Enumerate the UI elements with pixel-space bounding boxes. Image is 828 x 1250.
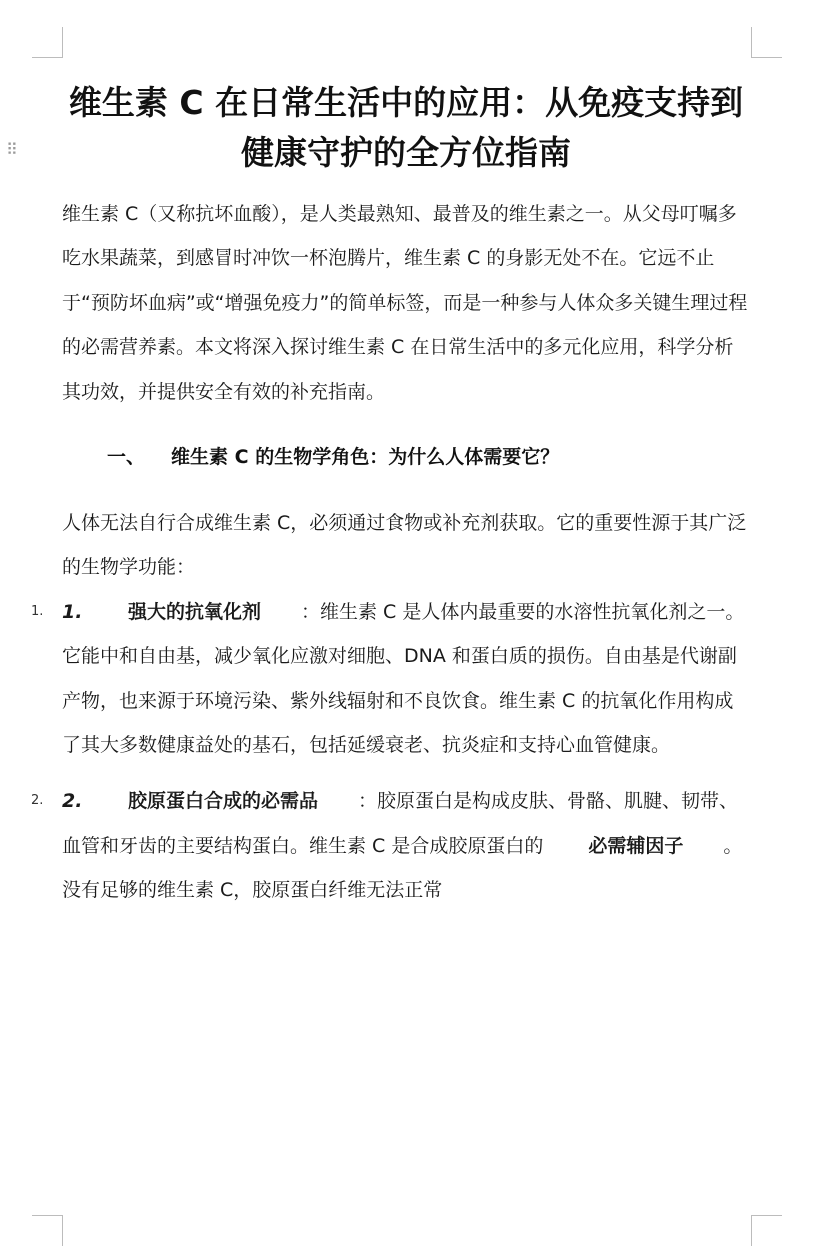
list-item-body-continued: 。没有足够的维生素 C，胶原蛋白纤维无法正常	[62, 834, 743, 902]
list-item-body: ：维生素 C 是人体内最重要的水溶性抗氧化剂之一。它能中和自由基，减少氧化应激对细胞、DNA 和蛋白质的损伤。自由基是代谢副产物，也来源于环境污染、紫外线辐射和不良饮食。维生素 C 的抗氧化作用构成了其大多数健康益处的基石，包括延缓衰老、抗炎症和支持心血管健康。	[62, 600, 745, 757]
list-marker: 2.	[31, 793, 44, 809]
section-number: 一、	[107, 446, 146, 469]
document-title: 维生素 C 在日常生活中的应用：从免疫支持到健康守护的全方位指南	[68, 83, 744, 172]
list-item-emphasis: 必需辅因子	[588, 834, 684, 857]
section-intro-paragraph: 人体无法自行合成维生素 C，必须通过食物或补充剂获取。它的重要性源于其广泛的生物学功能：	[62, 512, 747, 579]
intro-paragraph: 维生素 C（又称抗坏血酸），是人类最熟知、最普及的维生素之一。从父母叮嘱多吃水果蔬菜，到感冒时冲饮一杯泡腾片，维生素 C 的身影无处不在。它远不止于“预防坏血病”或“增强免疫力”的简单标签，而是一种参与人体众多关键生理过程的必需营养素。本文将深入探讨维生素 C 在日常生活中的多元化应用，科学分析其功效，并提供安全有效的补充指南。	[62, 203, 748, 403]
crop-mark-bottom-right	[751, 1215, 782, 1246]
list-marker: 1.	[31, 603, 44, 619]
drag-handle-icon[interactable]: ⠿	[6, 140, 17, 159]
list-item	[31, 779, 750, 912]
list-item-number: 1.	[62, 600, 83, 623]
section-heading	[62, 441, 750, 473]
section-heading-text: 维生素 C 的生物学角色：为什么人体需要它？	[171, 446, 560, 469]
crop-mark-bottom-left	[32, 1215, 63, 1246]
list-item-number: 2.	[62, 790, 83, 813]
list-item-heading: 强大的抗氧化剂	[128, 600, 262, 623]
crop-mark-top-right	[751, 27, 782, 58]
list-item	[31, 590, 750, 768]
document-page	[31, 78, 750, 913]
list-item-body: ：胶原蛋白是构成皮肤、骨骼、肌腱、韧带、血管和牙齿的主要结构蛋白。维生素 C 是合成胶原蛋白的	[62, 790, 739, 857]
list-item-heading: 胶原蛋白合成的必需品	[128, 790, 319, 813]
crop-mark-top-left	[32, 27, 63, 58]
